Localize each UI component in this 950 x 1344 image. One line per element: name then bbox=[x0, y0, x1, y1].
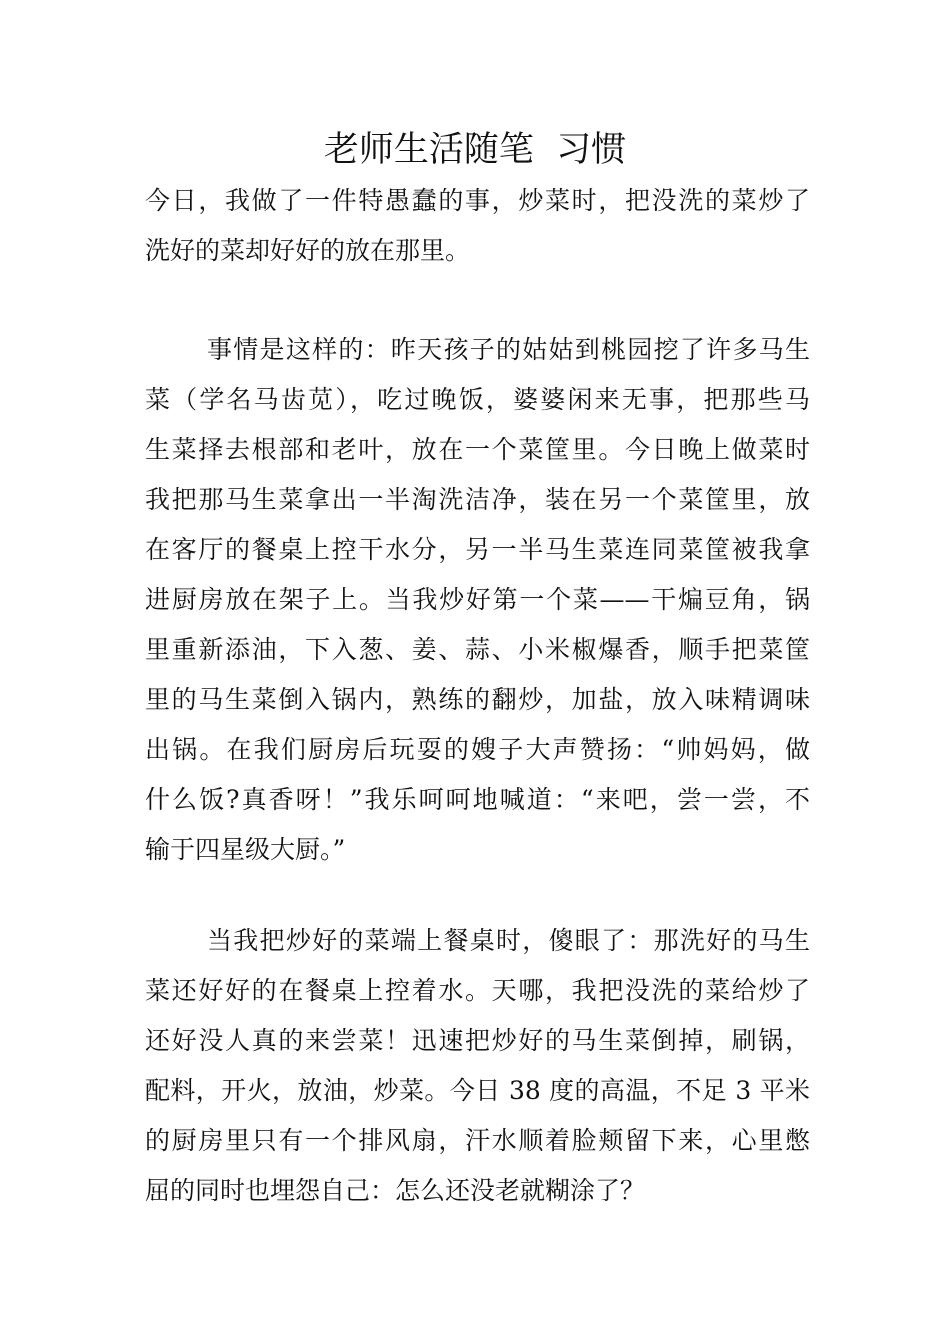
paragraph-line: 进厨房放在架子上。当我炒好第一个菜——干煸豆角，锅 bbox=[145, 585, 810, 614]
paragraph-line: 屈的同时也埋怨自己：怎么还没老就糊涂了？ bbox=[145, 1176, 646, 1205]
paragraph-line: 配料，开火，放油，炒菜。今日 38 度的高温，不足 3 平米 bbox=[145, 1076, 810, 1105]
paragraph-line: 出锅。在我们厨房后玩耍的嫂子大声赞扬：“帅妈妈，做 bbox=[145, 735, 810, 764]
paragraph-line: 我把那马生菜拿出一半淘洗洁净，装在另一个菜筐里，放 bbox=[145, 485, 810, 514]
document-title: 老师生活随笔 习惯 bbox=[323, 130, 627, 170]
paragraph-line: 生菜择去根部和老叶，放在一个菜筐里。今日晚上做菜时 bbox=[145, 435, 810, 464]
paragraph-1 bbox=[145, 176, 810, 276]
paragraph-line: 洗好的菜却好好的放在那里。 bbox=[145, 236, 471, 265]
paragraph-line: 在客厅的餐桌上控干水分，另一半马生菜连同菜筐被我拿 bbox=[145, 535, 810, 564]
paragraph-3 bbox=[145, 916, 810, 1216]
paragraph-line: 的厨房里只有一个排风扇，汗水顺着脸颊留下来，心里憋 bbox=[145, 1126, 810, 1155]
paragraph-line: 什么饭?真香呀！”我乐呵呵地喊道：“来吧，尝一尝，不 bbox=[145, 785, 810, 814]
paragraph-line: 事情是这样的：昨天孩子的姑姑到桃园挖了许多马生 bbox=[207, 335, 810, 364]
paragraph-line: 输于四星级大厨。” bbox=[145, 835, 346, 864]
paragraph-2 bbox=[145, 325, 810, 875]
paragraph-line: 还好没人真的来尝菜！迅速把炒好的马生菜倒掉，刷锅， bbox=[145, 1026, 810, 1055]
paragraph-line: 菜还好好的在餐桌上控着水。天哪，我把没洗的菜给炒了 bbox=[145, 976, 810, 1005]
paragraph-line: 当我把炒好的菜端上餐桌时，傻眼了：那洗好的马生 bbox=[207, 926, 810, 955]
paragraph-line: 里的马生菜倒入锅内，熟练的翻炒，加盐，放入味精调味 bbox=[145, 685, 810, 714]
paragraph-line: 菜（学名马齿苋），吃过晚饭，婆婆闲来无事，把那些马 bbox=[145, 385, 810, 414]
paragraph-line: 里重新添油，下入葱、姜、蒜、小米椒爆香，顺手把菜筐 bbox=[145, 635, 810, 664]
paragraph-line: 今日，我做了一件特愚蠢的事，炒菜时，把没洗的菜炒了 bbox=[145, 186, 810, 215]
